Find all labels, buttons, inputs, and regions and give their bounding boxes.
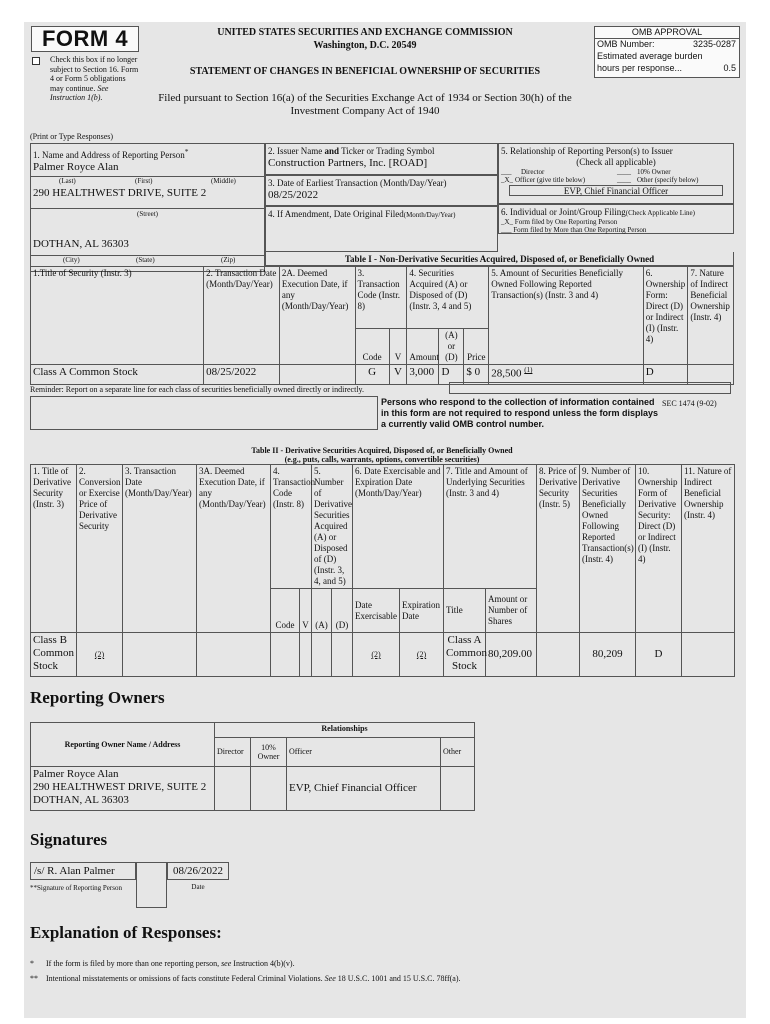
t1-v: V <box>389 365 407 385</box>
t1-deemed <box>279 365 355 385</box>
omb-burden: Estimated average burden <box>597 51 703 61</box>
reporting-owners-table <box>30 722 475 811</box>
t1-h-title: 1.Title of Security (Instr. 3) <box>31 267 204 365</box>
owner-director <box>215 767 251 811</box>
signer: /s/ R. Alan Palmer <box>34 865 115 877</box>
agency-location: Washington, D.C. 20549 <box>313 40 417 51</box>
table2-subtitle: (e.g., puts, calls, warrants, options, convertible securities) <box>284 455 480 464</box>
t1-code: G <box>355 365 389 385</box>
signature-label: **Signature of Reporting Person <box>30 884 122 892</box>
t1-form: D <box>643 365 688 385</box>
reporting-person-city: DOTHAN, AL 36303 <box>33 238 129 250</box>
omb-approval-box <box>594 26 740 78</box>
t2-h-number: 5. Number of Derivative Securities Acquired (A) or Disposed of (D) (Instr. 3, 4, and 5) <box>312 465 353 589</box>
ten-pct-option[interactable]: 10% Owner <box>637 168 671 176</box>
owners-col-ten-pct: 10% Owner <box>251 738 287 767</box>
t2-form: D <box>636 633 682 677</box>
t1-h-securities: 4. Securities Acquired (A) or Disposed of (D) (Instr. 3, 4 and 5) <box>407 267 489 329</box>
owner-other <box>441 767 475 811</box>
owner-officer: EVP, Chief Financial Officer <box>287 767 441 811</box>
reporting-owners-heading: Reporting Owners <box>30 688 165 707</box>
table2 <box>30 464 735 677</box>
t1-sub-code: Code <box>355 329 389 365</box>
relationship-row-2: _X_ Officer (give title below) ____ Other (specify below) <box>501 176 699 184</box>
t2-deemed <box>197 633 271 677</box>
t1-ad: D <box>439 365 464 385</box>
sec-number: SEC 1474 (9-02) <box>662 399 717 408</box>
omb-title: OMB APPROVAL <box>595 27 739 39</box>
reporting-person-name: Palmer Royce Alan <box>33 161 119 173</box>
t2-price <box>537 633 580 677</box>
t1-date: 08/25/2022 <box>204 365 280 385</box>
footnote-1-link[interactable]: (1) <box>524 366 533 374</box>
reporting-person-box <box>30 143 265 272</box>
street-sublabel: (Street) <box>31 208 264 218</box>
reminder-text: Reminder: Report on a separate line for each class of securities beneficially owned directly or indirectly. <box>30 385 365 394</box>
relationship-row-1: ___ Director ____ 10% Owner <box>501 168 671 176</box>
table1-title: Table I - Non-Derivative Securities Acquired, Disposed of, or Beneficially Owned <box>265 252 734 266</box>
relationship-label: 5. Relationship of Reporting Person(s) to Issuer <box>501 146 673 156</box>
t2-code <box>271 633 300 677</box>
persons-notice: Persons who respond to the collection of information contained in this form are not required to respond unless the form displays a currently valid OMB control number. <box>381 397 659 429</box>
t2-under-title: Class A Common Stock <box>444 633 486 677</box>
t2-h-exercisable: 6. Date Exercisable and Expiration Date (Month/Day/Year) <box>353 465 444 589</box>
explanation-note-2: ** Intentional misstatements or omissions of facts constitute Federal Criminal Violations. See 18 U.S.C. 1001 and 15 U.S.C. 78ff(a). <box>30 974 461 983</box>
t2-h-date: 3. Transaction Date (Month/Day/Year) <box>123 465 197 633</box>
footnote-2-link[interactable]: (2) <box>94 650 105 659</box>
t1-price: $ 0 <box>464 365 489 385</box>
reporting-person-street: 290 HEALTHWEST DRIVE, SUITE 2 <box>33 187 207 199</box>
omb-number: 3235-0287 <box>692 39 736 49</box>
omb-hours: 0.5 <box>723 63 736 73</box>
t2-h-conversion: 2. Conversion or Exercise Price of Derivative Security <box>77 465 123 633</box>
signature-box <box>30 862 136 880</box>
officer-option[interactable]: Officer (give title below) <box>515 176 586 184</box>
agency-title: UNITED STATES SECURITIES AND EXCHANGE COMMISSION <box>217 27 513 38</box>
officer-title: EVP, Chief Financial Officer <box>509 185 723 196</box>
signature-date-box <box>167 862 229 880</box>
table2-row <box>31 633 735 677</box>
filing-box <box>498 204 734 234</box>
omb-hours-row <box>595 63 739 75</box>
signature-date: 08/26/2022 <box>172 865 224 877</box>
t2-sub-amount: Amount or Number of Shares <box>486 589 537 633</box>
form-title: FORM 4 <box>31 26 139 52</box>
t2-h-underlying: 7. Title and Amount of Underlying Securities (Instr. 3 and 4) <box>444 465 537 589</box>
t2-sub-title: Title <box>444 589 486 633</box>
explanation-note-1: * If the form is filed by more than one reporting person, see Instruction 4(b)(v). <box>30 959 295 968</box>
see-instruction: See Instruction 1(b). <box>50 83 109 102</box>
t2-exer <box>353 633 400 677</box>
signatures-heading: Signatures <box>30 830 108 849</box>
name-sublabels: (Last) (First) (Middle) <box>31 176 264 184</box>
table1 <box>30 266 734 385</box>
relationship-box <box>498 143 734 204</box>
earliest-value: 08/25/2022 <box>268 189 319 201</box>
statement-title: STATEMENT OF CHANGES IN BENEFICIAL OWNERSHIP OF SECURITIES <box>189 66 541 77</box>
reminder-blank-box <box>449 382 731 394</box>
t2-owned: 80,209 <box>580 633 636 677</box>
t2-sub-a: (A) <box>312 589 332 633</box>
filing-more[interactable]: ___ Form filed by More than One Reporting Person <box>501 226 647 234</box>
earliest-label: 3. Date of Earliest Transaction (Month/Day/Year) <box>268 178 447 188</box>
officer-mark: _X_ <box>501 176 514 184</box>
t2-h-title: 1. Title of Derivative Security (Instr. 3) <box>31 465 77 633</box>
earliest-transaction-box <box>265 175 498 206</box>
t1-sub-v: V <box>389 329 407 365</box>
t1-h-code: 3. Transaction Code (Instr. 8) <box>355 267 407 329</box>
amendment-label: 4. If Amendment, Date Original Filed(Month/Day/Year) <box>268 209 456 219</box>
issuer-box <box>265 143 498 175</box>
t2-sub-exer: Date Exercisable <box>353 589 400 633</box>
relationship-sub: (Check all applicable) <box>576 157 656 167</box>
issuer-label: 2. Issuer Name and Ticker or Trading Symbol <box>268 146 435 156</box>
t1-sub-price: Price <box>464 329 489 365</box>
t2-v <box>300 633 312 677</box>
owners-col-other: Other <box>441 738 475 767</box>
t2-sub-exp: Expiration Date <box>400 589 444 633</box>
issuer-value: Construction Partners, Inc. [ROAD] <box>268 157 428 169</box>
table1-header-row <box>31 267 734 329</box>
reporting-person-label: 1. Name and Address of Reporting Person* <box>33 147 189 160</box>
amendment-box <box>265 206 498 252</box>
t2-h-price: 8. Price of Derivative Security (Instr. 5) <box>537 465 580 633</box>
owners-row <box>31 767 475 811</box>
t2-under-amount: 80,209.00 <box>486 633 537 677</box>
t1-amount: 3,000 <box>407 365 439 385</box>
filing-label: 6. Individual or Joint/Group Filing(Check Applicable Line) <box>501 207 695 217</box>
t2-sub-code: Code <box>271 589 300 633</box>
t2-h-deemed: 3A. Deemed Execution Date, if any (Month/Day/Year) <box>197 465 271 633</box>
t1-h-nature: 7. Nature of Indirect Beneficial Ownership (Instr. 4) <box>688 267 734 365</box>
t2-d <box>332 633 353 677</box>
city-sublabels: (City) (State) (Zip) <box>31 255 264 264</box>
t2-h-code: 4. Transaction Code (Instr. 8) <box>271 465 312 589</box>
t1-sub-ad: (A) or (D) <box>439 329 464 365</box>
owner-ten-pct <box>251 767 287 811</box>
owners-col-name: Reporting Owner Name / Address <box>31 723 215 767</box>
footnote-2-link-exp[interactable]: (2) <box>416 650 427 659</box>
t2-h-form: 10. Ownership Form of Derivative Security: Direct (D) or Indirect (I) (Instr. 4) <box>636 465 682 633</box>
director-option[interactable]: Director <box>521 168 545 176</box>
footnote-2-link-exer[interactable]: (2) <box>371 650 381 659</box>
t2-sub-v: V <box>300 589 312 633</box>
t2-exp <box>400 633 444 677</box>
t2-sub-d: (D) <box>332 589 353 633</box>
t1-title: Class A Common Stock <box>31 365 204 385</box>
t1-h-date: 2. Transaction Date (Month/Day/Year) <box>204 267 280 365</box>
owners-col-director: Director <box>215 738 251 767</box>
omb-number-label: OMB Number: <box>597 39 655 49</box>
t1-h-deemed: 2A. Deemed Execution Date, if any (Month/Day/Year) <box>279 267 355 365</box>
omb-hours-label: hours per response... <box>597 63 683 73</box>
t1-h-owned: 5. Amount of Securities Beneficially Owned Following Reported Transaction(s) (Instr. 3 and 4) <box>489 267 643 365</box>
t1-h-form: 6. Ownership Form: Direct (D) or Indirect (I) (Instr. 4) <box>643 267 688 365</box>
date-label: Date <box>191 883 205 891</box>
filing-one[interactable]: _X_ Form filed by One Reporting Person <box>501 218 618 226</box>
form-page <box>24 22 746 1018</box>
print-note: (Print or Type Responses) <box>30 132 114 141</box>
t2-date <box>123 633 197 677</box>
t1-owned: 28,500 $^{(1)}$ <box>489 365 643 385</box>
other-option[interactable]: Other (specify below) <box>637 176 699 184</box>
owners-col-relationships: Relationships <box>215 723 475 738</box>
t2-conv <box>77 633 123 677</box>
t2-nature <box>682 633 735 677</box>
checkbox-note: Check this box if no longer subject to Section 16. Form 4 or Form 5 obligations may continue. See Instruction 1(b). <box>50 55 139 102</box>
t2-h-nature: 11. Nature of Indirect Beneficial Ownership (Instr. 4) <box>682 465 735 633</box>
table2-title: Table II - Derivative Securities Acquired, Disposed of, or Beneficially Owned <box>251 446 513 455</box>
reminder-left-box <box>30 396 378 430</box>
t2-a <box>312 633 332 677</box>
omb-number-row <box>595 39 739 51</box>
signature-spacer <box>136 862 167 908</box>
explanation-heading: Explanation of Responses: <box>30 923 222 942</box>
filed-pursuant: Filed pursuant to Section 16(a) of the Securities Exchange Act of 1934 or Section 30(h) of the Investment Company Act of 1940 <box>158 92 572 117</box>
owner-name-address: Palmer Royce Alan 290 HEALTHWEST DRIVE, SUITE 2 DOTHAN, AL 36303 <box>31 767 215 811</box>
t2-h-owned: 9. Number of Derivative Securities Beneficially Owned Following Reported Transaction(s) (Instr. 4) <box>580 465 636 633</box>
t1-sub-amount: Amount <box>407 329 439 365</box>
owners-col-officer: Officer <box>287 738 441 767</box>
no-longer-subject-checkbox[interactable] <box>32 57 40 65</box>
t2-title: Class B Common Stock <box>31 633 77 677</box>
table2-header-row <box>31 465 735 589</box>
